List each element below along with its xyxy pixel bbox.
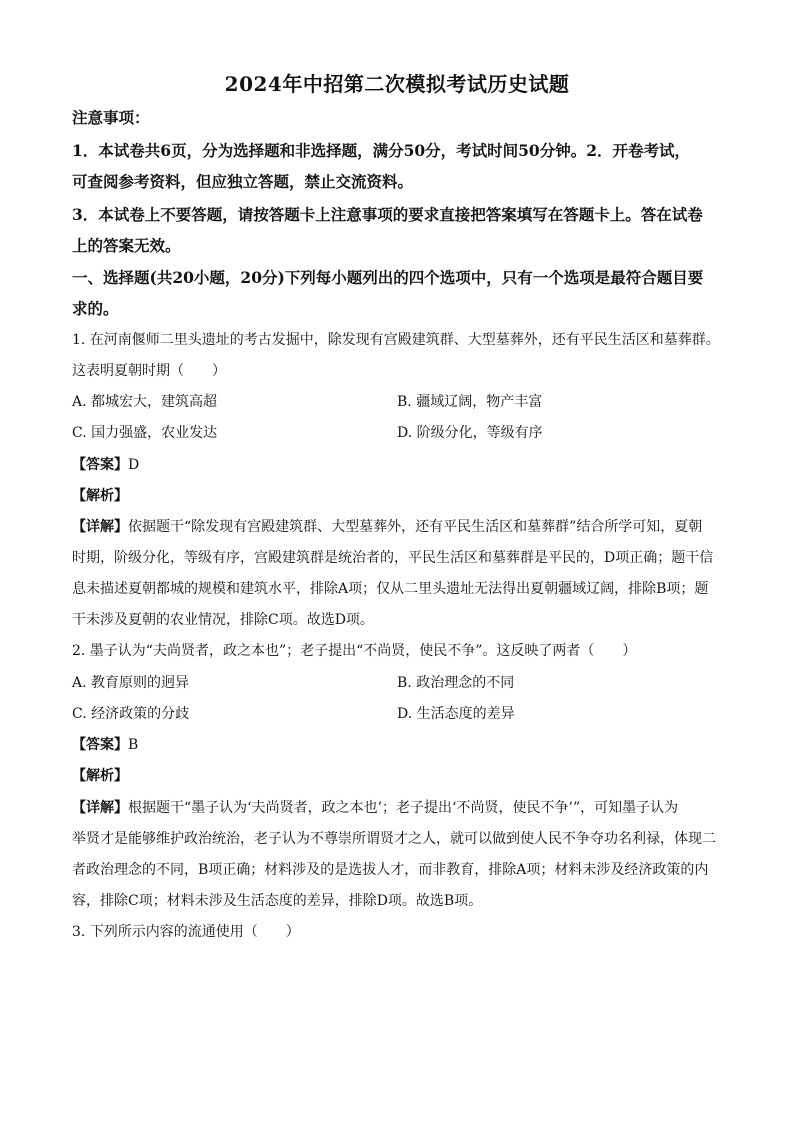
q2-option-d: D. 生活态度的差异 bbox=[397, 706, 515, 722]
q2-detail-tag: 【详解】 bbox=[72, 800, 128, 816]
q1-option-c: C. 国力强盛，农业发达 bbox=[72, 425, 218, 441]
notice-line-3: 3．本试卷上不要答题，请按答题卡上注意事项的要求直接把答案填写在答题卡上。答在试卷 bbox=[72, 205, 703, 224]
q2-answer bbox=[72, 734, 732, 754]
q1-option-a: A. 都城宏大，建筑高超 bbox=[72, 394, 218, 410]
q2-analysis bbox=[72, 765, 732, 785]
q2-stem-line-1: 2. 墨子认为“夫尚贤者，政之本也”；老子提出“不尚贤，使民不争”。这反映了两者（ ） bbox=[72, 643, 637, 659]
notice-line-2: 可查阅参考资料，但应独立答题，禁止交流资料。 bbox=[72, 172, 414, 191]
q2-detail-line-2: 举贤才是能够维护政治统治，老子认为不尊崇所谓贤才之人，就可以做到使人民不争夺功名利禄，体现二 bbox=[72, 831, 716, 847]
q1-stem-line-1: 1. 在河南偃师二里头遗址的考古发掘中，除发现有宫殿建筑群、大型墓葬外，还有平民生活区和墓葬群。 bbox=[72, 332, 720, 348]
q1-detail-line-1 bbox=[72, 516, 732, 536]
q1-answer-tag: 【答案】 bbox=[72, 457, 128, 473]
q2-option-b: B. 政治理念的不同 bbox=[397, 675, 515, 691]
q1-detail-line-2: 时期，阶级分化，等级有序，宫殿建筑群是统治者的，平民生活区和墓葬群是平民的，D项正确；题干信 bbox=[72, 550, 714, 566]
q1-answer bbox=[72, 454, 732, 474]
q2-detail-line-3: 者政治理念的不同，B项正确；材料涉及的是选拔人才，而非教育，排除A项；材料未涉及经济政策的内 bbox=[72, 862, 709, 878]
q1-option-b: B. 疆域辽阔，物产丰富 bbox=[397, 394, 543, 410]
notice-line-1: 1．本试卷共6页，分为选择题和非选择题，满分50分，考试时间50分钟。2．开卷考试， bbox=[72, 141, 690, 160]
page-title: 2024年中招第二次模拟考试历史试题 bbox=[224, 72, 570, 96]
q1-option-d: D. 阶级分化，等级有序 bbox=[397, 425, 543, 441]
q1-detail-tag: 【详解】 bbox=[72, 519, 128, 535]
q2-detail-text-1: 根据题干“墨子认为‘夫尚贤者，政之本也’；老子提出‘不尚贤，使民不争’”，可知墨子认为 bbox=[128, 800, 679, 816]
q3-stem-line-1: 3. 下列所示内容的流通使用（ ） bbox=[72, 924, 300, 940]
q1-analysis-tag: 【解析】 bbox=[72, 488, 128, 504]
q1-analysis bbox=[72, 485, 732, 505]
q1-detail-line-4: 干未涉及夏朝的农业情况，排除C项。故选D项。 bbox=[72, 612, 374, 628]
q2-detail-line-4: 容，排除C项；材料未涉及生活态度的差异，排除D项。故选B项。 bbox=[72, 893, 483, 909]
q2-answer-value: B bbox=[128, 737, 139, 753]
notice-line-4: 上的答案无效。 bbox=[72, 236, 181, 255]
section-heading-line-1: 一、选择题(共20小题，20分)下列每小题列出的四个选项中，只有一个选项是最符合题目要 bbox=[72, 268, 704, 287]
q2-answer-tag: 【答案】 bbox=[72, 737, 128, 753]
q1-detail-line-3: 息未描述夏朝都城的规模和建筑水平，排除A项；仅从二里头遗址无法得出夏朝疆域辽阔，排除B项；题 bbox=[72, 581, 709, 597]
q2-detail-line-1 bbox=[72, 797, 732, 817]
notice-heading: 注意事项： bbox=[72, 108, 150, 127]
q2-option-a: A. 教育原则的迥异 bbox=[72, 675, 190, 691]
section-heading-line-2: 求的。 bbox=[72, 299, 119, 318]
q1-stem-line-2: 这表明夏朝时期（ ） bbox=[72, 363, 226, 379]
q1-detail-text-1: 依据题干“除发现有宫殿建筑群、大型墓葬外，还有平民生活区和墓葬群”结合所学可知，夏朝 bbox=[128, 519, 703, 535]
q2-option-c: C. 经济政策的分歧 bbox=[72, 706, 190, 722]
q2-analysis-tag: 【解析】 bbox=[72, 768, 128, 784]
q1-answer-value: D bbox=[128, 457, 140, 473]
